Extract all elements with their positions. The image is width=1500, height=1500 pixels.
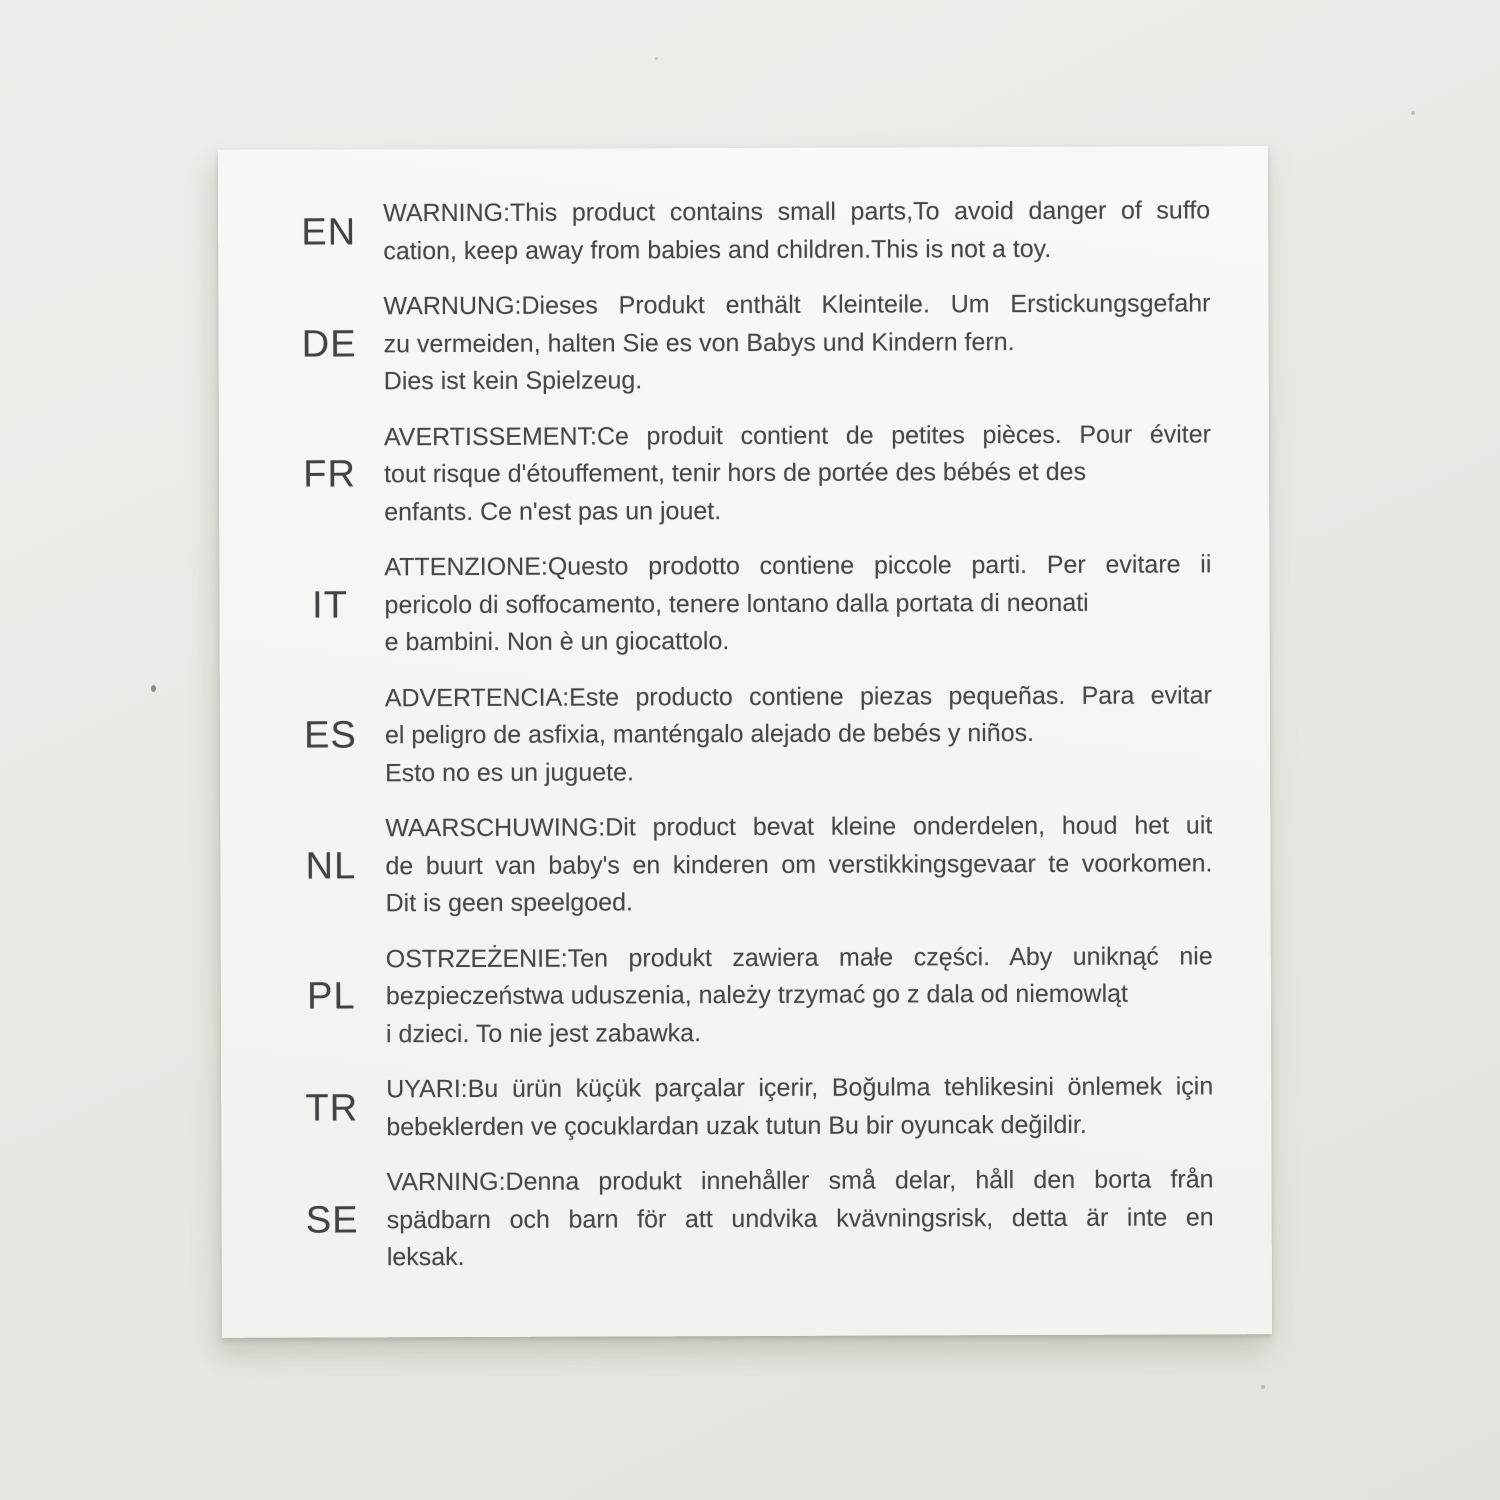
language-code: PL: [307, 975, 356, 1018]
warning-line: bebeklerden ve çocuklardan uzak tutun Bu bir oyuncak değildir.: [386, 1110, 1087, 1141]
warning-line: spädbarn och barn för att undvika kvävningsrisk, detta är inte en: [386, 1202, 1214, 1234]
warning-text-block: [384, 546, 1211, 661]
warning-section-se: [221, 1161, 1271, 1277]
dust-speck: [655, 57, 658, 60]
warning-line: AVERTISSEMENT:Ce produit contient de petites pièces. Pour éviter: [383, 419, 1211, 451]
warning-text-block: [385, 807, 1212, 922]
warning-line: OSTRZEŻENIE:Ten produkt zawiera małe części. Aby uniknąć nie: [385, 941, 1213, 973]
warning-line: Dit is geen speelgoed.: [385, 888, 633, 918]
warning-section-de: [218, 285, 1268, 401]
warning-line: ATTENZIONE:Questo prodotto contiene piccole parti. Per evitare ii: [384, 550, 1212, 582]
warning-text-block: [385, 677, 1212, 792]
warning-text-block: [386, 938, 1213, 1053]
warning-section-tr: [221, 1068, 1271, 1147]
warning-line: WARNING:This product contains small parts,To avoid danger of suffo: [383, 196, 1211, 228]
warning-line: pericolo di soffocamento, tenere lontano dalla portata di neonati: [384, 588, 1089, 619]
warning-text-block: [384, 416, 1211, 531]
warning-line: ADVERTENCIA:Este producto contiene piezas pequeñas. Para evitar: [384, 680, 1212, 712]
language-code: EN: [301, 211, 357, 254]
language-code: IT: [312, 584, 348, 627]
warning-section-it: [219, 546, 1269, 662]
warning-line: leksak.: [386, 1242, 465, 1272]
warning-text-block: [386, 1068, 1213, 1146]
warning-line: enfants. Ce n'est pas un jouet.: [384, 496, 722, 526]
warning-line: cation, keep away from babies and children.This is not a toy.: [383, 234, 1052, 265]
warning-text-block: [386, 1161, 1213, 1276]
warning-section-en: [218, 192, 1268, 271]
warning-text-block: [383, 285, 1210, 400]
language-code: ES: [304, 714, 357, 757]
warning-line: Dies ist kein Spielzeug.: [383, 366, 643, 396]
language-code: TR: [305, 1087, 359, 1130]
warning-text-block: [383, 192, 1210, 270]
warning-line: WAARSCHUWING:Dit product bevat kleine onderdelen, houd het uit: [385, 811, 1213, 843]
warning-section-pl: [221, 938, 1271, 1054]
warning-section-fr: [219, 416, 1269, 532]
warning-section-nl: [220, 807, 1270, 923]
warning-line: Esto no es un juguete.: [385, 757, 634, 787]
warning-line: UYARI:Bu ürün küçük parçalar içerir, Boğulma tehlikesini önlemek için: [386, 1072, 1214, 1104]
warning-line: de buurt van baby's en kinderen om verstikkingsgevaar te voorkomen.: [385, 848, 1213, 880]
dust-speck: [1261, 1385, 1265, 1389]
warning-line: i dzieci. To nie jest zabawka.: [385, 1018, 702, 1048]
warning-line: e bambini. Non è un giocattolo.: [384, 627, 730, 657]
warning-label-paper: [218, 146, 1272, 1338]
warning-section-es: [220, 677, 1270, 793]
dust-speck: [151, 685, 156, 692]
language-code: NL: [305, 845, 357, 888]
warning-line: WARNUNG:Dieses Produkt enthält Kleinteile. Um Erstickungsgefahr: [383, 289, 1211, 321]
warning-line: el peligro de asfixia, manténgalo alejado de bebés y niños.: [384, 718, 1035, 750]
language-code: FR: [303, 453, 356, 496]
warning-line: bezpieczeństwa uduszenia, należy trzymać go z dala od niemowląt: [385, 979, 1129, 1011]
dust-speck: [1411, 111, 1415, 115]
warning-line: VARNING:Denna produkt innehåller små delar, håll den borta från: [386, 1165, 1214, 1197]
language-code: DE: [301, 323, 357, 366]
warning-line: zu vermeiden, halten Sie es von Babys und Kindern fern.: [383, 327, 1015, 358]
language-code: SE: [305, 1199, 359, 1242]
warning-line: tout risque d'étouffement, tenir hors de portée des bébés et des: [384, 457, 1087, 489]
warning-sections: [218, 146, 1272, 1277]
